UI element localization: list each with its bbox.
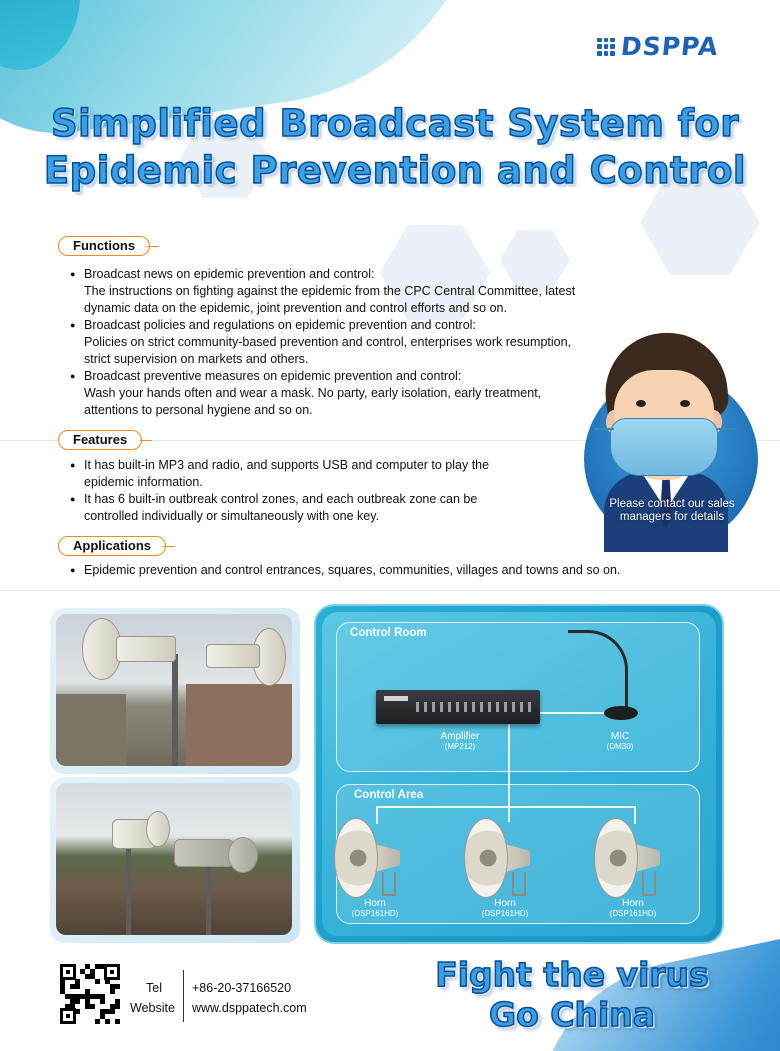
slogan-line-1: Fight the virus	[435, 955, 709, 994]
title-line-2: Epidemic Prevention and Control	[43, 149, 747, 192]
brand-logo	[597, 32, 718, 61]
qr-finder	[60, 1008, 76, 1024]
person-eye	[680, 400, 690, 407]
face-mask-icon	[610, 418, 718, 476]
mask-strap	[594, 428, 614, 430]
horn-label: Horn (DSP161HD)	[481, 898, 529, 918]
list-item: ● Broadcast policies and regulations on epidemic prevention and control: Policies on strict community-based prevention and control, enterprises work resumption, strict supervision on markets and others.	[70, 317, 590, 368]
control-area-label: Control Area	[354, 789, 424, 801]
website-link[interactable]: www.dsppatech.com	[192, 1001, 307, 1015]
amp-mic-wire	[540, 712, 606, 714]
tel-value[interactable]: +86-20-37166520	[192, 981, 292, 995]
contact-divider	[183, 970, 184, 1022]
features-list	[70, 457, 510, 525]
features-heading: Features	[58, 430, 142, 450]
list-item: ● Broadcast preventive measures on epidemic prevention and control: Wash your hands often and wear a mask. No party, early isolation, early treatment, attentions to personal hygiene and so on.	[70, 368, 590, 419]
applications-list	[70, 562, 670, 579]
background-line	[0, 590, 780, 591]
microphone-base	[604, 706, 638, 720]
horn-speaker-icon	[464, 818, 534, 898]
mask-strap	[716, 428, 736, 430]
control-room-label: Control Room	[350, 627, 427, 639]
website-label: Website	[130, 1001, 175, 1015]
horn-speaker-icon	[334, 818, 404, 898]
tel-label: Tel	[146, 981, 162, 995]
slogan	[430, 955, 714, 1035]
list-item: ● Broadcast news on epidemic prevention and control: The instructions on fighting against the epidemic from the CPC Central Committee, latest dynamic data on the epidemic, joint prevention and control efforts and so on.	[70, 266, 590, 317]
mic-label: MIC (DM30)	[606, 731, 634, 751]
contact-values	[192, 978, 307, 1018]
contact-labels	[130, 978, 175, 1018]
person-eye	[636, 400, 646, 407]
horn-label: Horn (DSP161HD)	[609, 898, 657, 918]
amplifier-device	[376, 690, 540, 724]
list-item: ● It has 6 built-in outbreak control zones, and each outbreak zone can be controlled individually or simultaneously with one key.	[70, 491, 510, 525]
list-item: ● It has built-in MP3 and radio, and supports USB and computer to play the epidemic information.	[70, 457, 510, 491]
contact-sales-note: Please contact our sales managers for details	[609, 498, 735, 523]
logo-dots-icon	[597, 38, 615, 56]
horn-speaker-photo-2	[56, 783, 292, 935]
list-item: ● Epidemic prevention and control entrances, squares, communities, villages and towns and so on.	[70, 562, 670, 579]
horn-speaker-icon	[594, 818, 664, 898]
title-line-1: Simplified Broadcast System for	[50, 102, 740, 145]
functions-heading: Functions	[58, 236, 150, 256]
qr-finder	[60, 964, 76, 980]
horn-speaker-photo-1	[56, 614, 292, 766]
functions-list	[70, 266, 590, 419]
amplifier-label: Amplifier (MP212)	[440, 731, 480, 751]
horn-bus-wire	[376, 806, 636, 808]
horn-label: Horn (DSP161HD)	[351, 898, 399, 918]
page-title	[40, 100, 750, 194]
slogan-line-2: Go China	[488, 995, 656, 1034]
applications-heading: Applications	[58, 536, 166, 556]
logo-text: DSPPA	[619, 32, 720, 61]
qr-finder	[104, 964, 120, 980]
